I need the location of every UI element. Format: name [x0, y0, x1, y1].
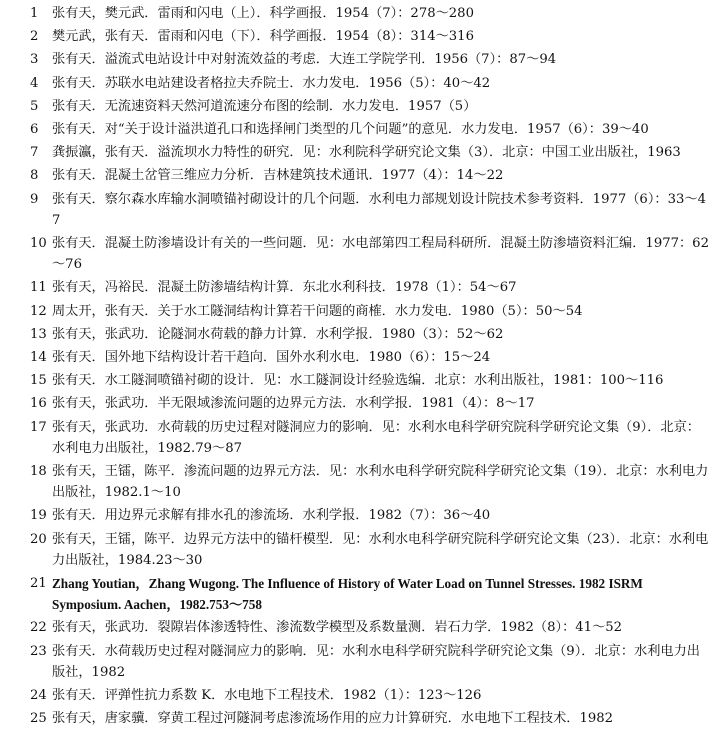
reference-text: 张有天．水工隧洞喷锚衬砌的设计．见：水工隧洞设计经验选编．北京：水利出版社，1981：100～116 — [52, 373, 664, 389]
reference-text: 张有天．评弹性抗力系数 K．水电地下工程技术．1982（1）：123～126 — [52, 688, 482, 704]
reference-entry — [0, 347, 723, 368]
reference-text: 张有天，张武功．水荷载的历史过程对隧洞应力的影响．见：水利水电科学研究院科学研究论文集（9）．北京：水利电力出版社，1982.79～87 — [52, 419, 700, 456]
reference-text: 张有天．用边界元求解有排水孔的渗流场．水利学报．1982（7）：36～40 — [52, 508, 491, 524]
reference-text: Zhang Youtian，Zhang Wugong. The Influence of History of Water Load on Tunnel Stresses. 1982 ISRM Symposium. Aachen，1982.753～758 — [52, 576, 643, 613]
reference-number: 8 — [30, 168, 39, 184]
reference-text: 张有天．察尔森水库输水洞喷锚衬砌设计的几个问题．水利电力部规划设计院技术参考资料．1977（6）：33～47 — [52, 191, 706, 228]
reference-number: 3 — [30, 52, 39, 68]
reference-entry — [0, 3, 723, 24]
reference-number: 18 — [30, 464, 47, 480]
reference-number: 9 — [30, 191, 39, 207]
reference-number: 16 — [30, 396, 47, 412]
reference-number: 14 — [30, 350, 47, 366]
reference-text: 张有天．无流速资料天然河道流速分布图的绘制．水力发电．1957（5） — [52, 98, 477, 114]
reference-number: 22 — [30, 620, 47, 636]
reference-text: 张有天．对“关于设计溢洪道孔口和选择闸门类型的几个问题”的意见．水力发电．1957（6）：39～40 — [52, 122, 649, 138]
reference-entry — [0, 461, 723, 503]
reference-text: 张有天．国外地下结构设计若干趋向．国外水利水电．1980（6）：15～24 — [52, 350, 491, 366]
reference-entry — [0, 641, 723, 683]
reference-number: 25 — [30, 711, 47, 727]
reference-entry — [0, 142, 723, 163]
reference-number: 19 — [30, 508, 47, 524]
reference-entry — [0, 277, 723, 298]
reference-number: 2 — [30, 29, 39, 45]
reference-entry — [0, 301, 723, 322]
reference-text: 樊元武，张有天．雷雨和闪电（下）．科学画报．1954（8）：314～316 — [52, 29, 474, 45]
reference-number: 7 — [30, 145, 39, 161]
reference-number: 21 — [30, 576, 47, 592]
reference-text: 张有天，王镭，陈平．边界元方法中的锚杆模型．见：水利水电科学研究院科学研究论文集（23）．北京：水利电力出版社，1984.23～30 — [52, 531, 709, 568]
reference-number: 12 — [30, 303, 47, 319]
reference-number: 6 — [30, 122, 39, 138]
reference-entry — [0, 26, 723, 47]
reference-number: 5 — [30, 98, 39, 114]
reference-number: 15 — [30, 373, 47, 389]
reference-entry — [0, 73, 723, 94]
reference-text: 周太开，张有天．关于水工隧洞结构计算若干问题的商榷．水力发电．1980（5）：50～54 — [52, 303, 583, 319]
reference-entry — [0, 96, 723, 117]
reference-entry — [0, 393, 723, 414]
reference-number: 23 — [30, 643, 47, 659]
reference-number: 4 — [30, 75, 39, 91]
reference-text: 张有天．水荷载历史过程对隧洞应力的影响．见：水利水电科学研究院科学研究论文集（9）．北京：水利电力出版社，1982 — [52, 643, 700, 680]
reference-entry — [0, 617, 723, 638]
reference-text: 张有天．苏联水电站建设者格拉夫乔院士．水力发电．1956（5）：40～42 — [52, 75, 491, 91]
reference-entry — [0, 165, 723, 186]
reference-text: 张有天．混凝土防渗墙设计有关的一些问题．见：水电部第四工程局科研所．混凝土防渗墙资料汇编．1977：62～76 — [52, 236, 709, 273]
reference-text: 龚振瀛，张有天．溢流坝水力特性的研究．见：水利院科学研究论文集（3）．北京：中国工业出版社，1963 — [52, 145, 681, 161]
reference-number: 24 — [30, 688, 47, 704]
reference-text: 张有天．溢流式电站设计中对射流效益的考虑．大连工学院学刊．1956（7）：87～94 — [52, 52, 557, 68]
reference-text: 张有天．混凝土岔管三维应力分析．吉林建筑技术通讯．1977（4）：14～22 — [52, 168, 504, 184]
reference-entry — [0, 49, 723, 70]
reference-text: 张有天，张武功．半无限域渗流问题的边界元方法．水利学报．1981（4）：8～17 — [52, 396, 535, 412]
reference-number: 10 — [30, 236, 47, 252]
reference-entry — [0, 685, 723, 706]
reference-entry — [0, 505, 723, 526]
reference-entry — [0, 370, 723, 391]
reference-number: 1 — [30, 6, 39, 21]
reference-number: 11 — [30, 280, 47, 296]
reference-text: 张有天，张武功．论隧洞水荷载的静力计算．水利学报．1980（3）：52～62 — [52, 326, 504, 342]
reference-entry — [0, 417, 723, 459]
reference-text: 张有天，冯裕民．混凝土防渗墙结构计算．东北水利科技．1978（1）：54～67 — [52, 280, 517, 296]
reference-entry — [0, 529, 723, 571]
reference-text: 张有天，唐家骥．穿黄工程过河隧洞考虑渗流场作用的应力计算研究．水电地下工程技术．1982 — [52, 711, 614, 727]
reference-entry — [0, 233, 723, 275]
reference-entry — [0, 324, 723, 345]
reference-entry — [0, 573, 723, 615]
reference-number: 20 — [30, 531, 47, 547]
reference-entry — [0, 708, 723, 729]
reference-text: 张有天，张武功．裂隙岩体渗透特性、渗流数学模型及系数量测．岩石力学．1982（8）：41～52 — [52, 620, 623, 636]
reference-text: 张有天，王镭，陈平．渗流问题的边界元方法．见：水利水电科学研究院科学研究论文集（19）．北京：水利电力出版社，1982.1～10 — [52, 464, 709, 501]
reference-entry — [0, 189, 723, 231]
reference-number: 13 — [30, 326, 47, 342]
reference-text: 张有天，樊元武．雷雨和闪电（上）．科学画报．1954（7）：278～280 — [52, 6, 474, 21]
reference-number: 17 — [30, 419, 47, 435]
reference-entry — [0, 119, 723, 140]
